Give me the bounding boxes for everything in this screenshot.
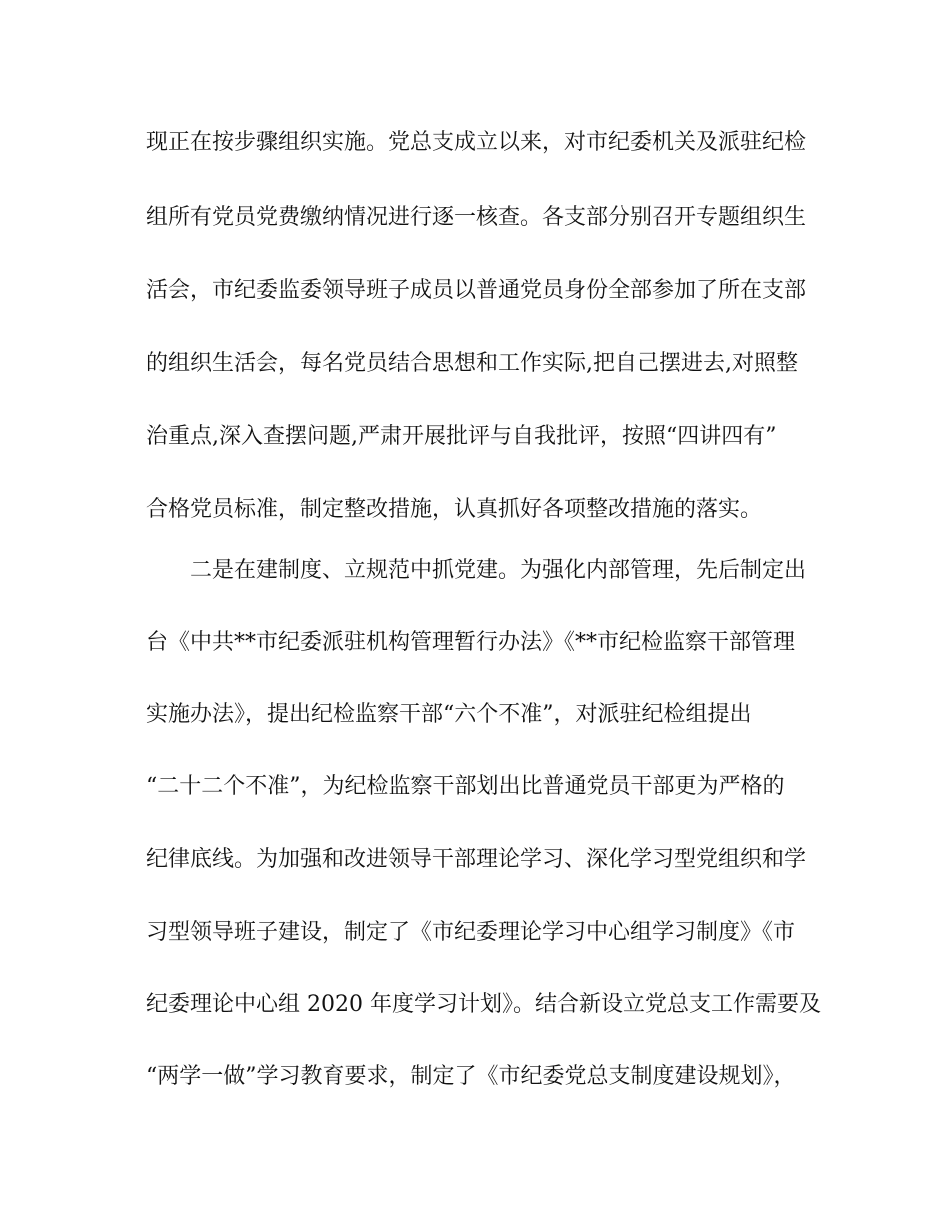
paragraph-first-line: 二是在建制度、立规范中抓党建。为强化内部管理，先后制定出 (190, 558, 807, 583)
text-line: 的组织生活会，每名党员结合思想和工作实际,把自己摆进去,对照整 (146, 351, 798, 376)
text-line: 纪律底线。为加强和改进领导干部理论学习、深化学习型党组织和学 (146, 847, 807, 872)
text-line: 组所有党员党费缴纳情况进行逐一核查。各支部分别召开专题组织生 (146, 205, 807, 230)
text-line: 实施办法》，提出纪检监察干部“六个不准”，对派驻纪检组提出 (146, 702, 752, 727)
text-line: 台《中共**市纪委派驻机构管理暂行办法》《**市纪检监察干部管理 (146, 630, 796, 655)
text-line: 治重点,深入查摆问题,严肃开展批评与自我批评，按照“四讲四有” (146, 424, 777, 449)
text-line: 习型领导班子建设，制定了《市纪委理论学习中心组学习制度》《市 (146, 920, 796, 945)
text-line: 现正在按步骤组织实施。党总支成立以来，对市纪委机关及派驻纪检 (146, 130, 807, 155)
text-line: “两学一做”学习教育要求，制定了《市纪委党总支制度建设规划》， (146, 1064, 796, 1089)
text-line: 纪委理论中心组 2020 年度学习计划》。结合新设立党总支工作需要及 (146, 992, 821, 1017)
text-line: 合格党员标准，制定整改措施，认真抓好各项整改措施的落实。 (146, 497, 763, 522)
text-line: 活会，市纪委监委领导班子成员以普通党员身份全部参加了所在支部 (146, 278, 807, 303)
text-line: “二十二个不准”，为纪检监察干部划出比普通党员干部更为严格的 (146, 774, 785, 799)
